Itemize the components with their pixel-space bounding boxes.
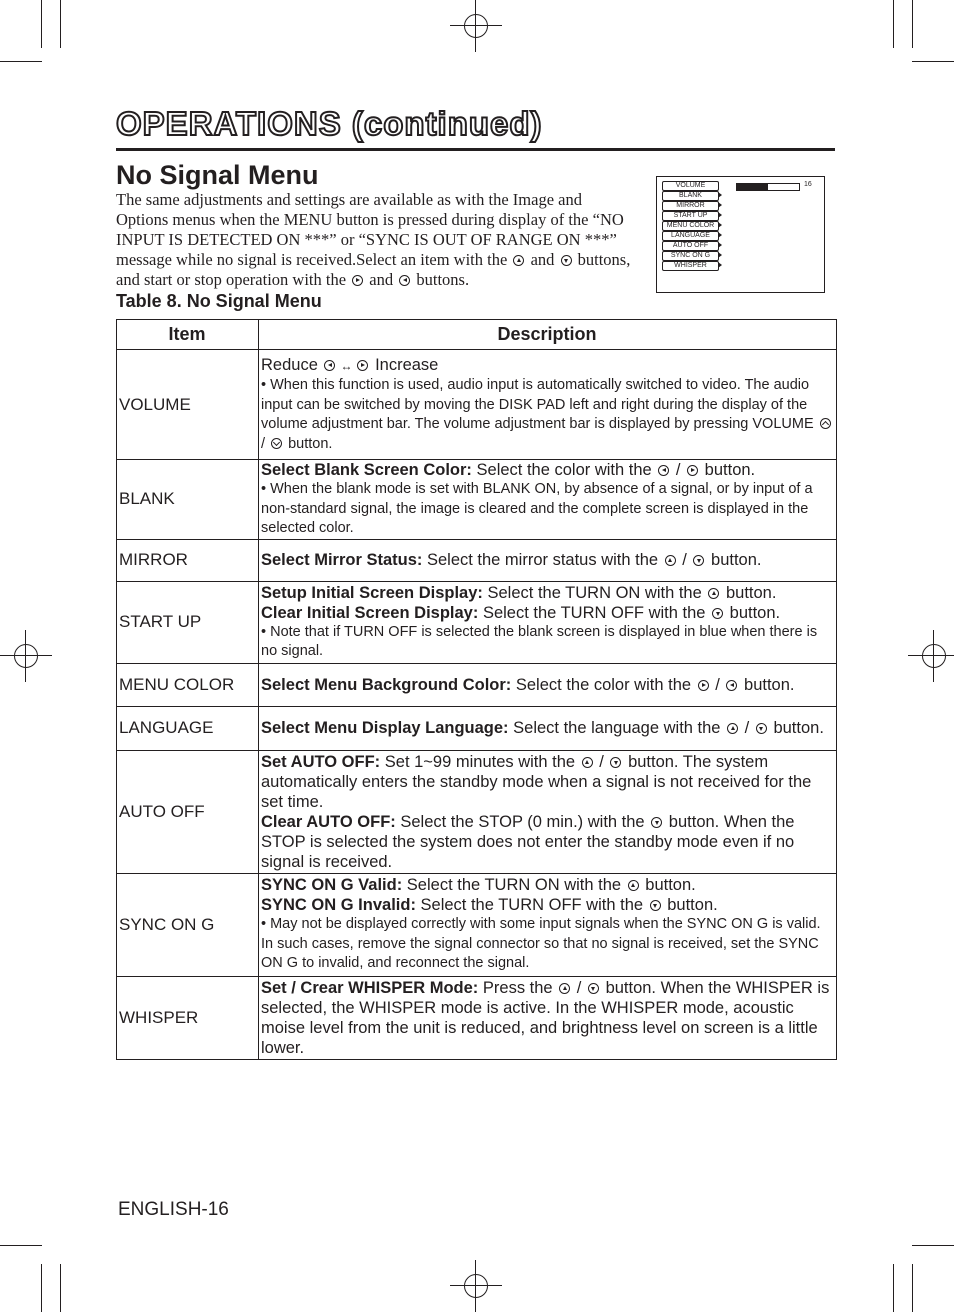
osd-item: MENU COLOR — [662, 221, 719, 231]
item-cell: VOLUME — [117, 350, 259, 460]
arrow-right-icon — [718, 232, 722, 238]
crop-mark — [41, 0, 42, 48]
down-button-icon — [651, 817, 662, 828]
up-button-icon — [628, 880, 639, 891]
no-signal-menu-table — [116, 319, 837, 1060]
left-button-icon — [726, 680, 737, 691]
item-cell: BLANK — [117, 460, 259, 540]
arrow-right-icon — [718, 222, 722, 228]
crop-mark — [912, 61, 954, 62]
down-button-icon — [610, 757, 621, 768]
column-header-description: Description — [259, 320, 837, 350]
table-row — [117, 350, 837, 460]
table-header-row — [117, 320, 837, 350]
column-header-item: Item — [117, 320, 259, 350]
item-cell: WHISPER — [117, 976, 259, 1059]
right-button-icon — [698, 680, 709, 691]
down-button-icon — [561, 255, 572, 266]
table-row — [117, 750, 837, 873]
item-cell: MENU COLOR — [117, 663, 259, 706]
arrow-right-icon — [718, 262, 722, 268]
item-cell: START UP — [117, 581, 259, 663]
table-row — [117, 976, 837, 1059]
description-cell: SYNC ON G Valid: Select the TURN ON with the button. SYNC ON G Invalid: Select the TURN OFF with the button. • May not be displayed correctly with some input signals when the SYNC ON G is valid. In such cases, remove the signal connector so that no signal is received, set the SYNC ON G to invalid, and reconnect the signal. — [259, 873, 837, 976]
crop-mark — [41, 1264, 42, 1312]
up-button-icon — [582, 757, 593, 768]
registration-mark-icon — [0, 630, 52, 682]
right-button-icon — [687, 465, 698, 476]
arrow-right-icon — [718, 242, 722, 248]
arrow-right-icon — [718, 252, 722, 258]
crop-mark — [912, 1245, 954, 1246]
osd-item: BLANK — [662, 191, 719, 201]
description-cell: Select Blank Screen Color: Select the color with the / button. • When the blank mode is set with BLANK ON, by absence of a signal, or by input of a non-standard signal, the image is cleared and the complete screen is displayed in the selected color. — [259, 460, 837, 540]
description-cell: Reduce ↔ Increase • When this function is used, audio input is automatically switched to video. The audio input can be switched by moving the DISK PAD left and right during the display of the volume adjustment bar. The volume adjustment bar is displayed by pressing VOLUME / button. — [259, 350, 837, 460]
osd-item: VOLUME — [662, 181, 719, 191]
osd-menu-illustration — [656, 176, 825, 293]
up-button-icon — [727, 723, 738, 734]
item-cell: LANGUAGE — [117, 706, 259, 750]
up-button-icon — [665, 555, 676, 566]
item-cell: SYNC ON G — [117, 873, 259, 976]
volume-bar — [736, 183, 800, 191]
page-number: ENGLISH-16 — [118, 1199, 229, 1220]
crop-mark — [0, 1245, 42, 1246]
osd-item: SYNC ON G — [662, 251, 719, 261]
left-button-icon — [658, 465, 669, 476]
description-cell: Set / Crear WHISPER Mode: Press the / button. When the WHISPER is selected, the WHISPER mode is active. In the WHISPER mode, acoustic moise level from the unit is reduced, and brightness level on screen is a little lower. — [259, 976, 837, 1059]
item-cell: MIRROR — [117, 539, 259, 581]
up-button-icon — [513, 255, 524, 266]
table-caption: Table 8. No Signal Menu — [116, 291, 322, 311]
table-row — [117, 706, 837, 750]
page-banner: OPERATIONS (continued) — [116, 105, 543, 142]
osd-item: WHISPER — [662, 261, 719, 271]
description-cell: Set AUTO OFF: Set 1~99 minutes with the / button. The system automatically enters the standby mode when a signal is not received for the set time. Clear AUTO OFF: Select the STOP (0 min.) with the button. When the STOP is selected the system does not enter the standby mode even if no signal is received. — [259, 750, 837, 873]
volume-up-button-icon — [820, 418, 831, 429]
volume-value: 16 — [804, 181, 812, 188]
left-button-icon — [399, 275, 410, 286]
arrow-right-icon — [718, 212, 722, 218]
osd-item: AUTO OFF — [662, 241, 719, 251]
volume-bar-fill — [737, 184, 768, 190]
table-row — [117, 581, 837, 663]
table-row — [117, 663, 837, 706]
crop-mark — [0, 61, 42, 62]
intro-paragraph: The same adjustments and settings are available as with the Image and Options menus when the MENU button is pressed during display of the “NO INPUT IS DETECTED ON ***” or “SYNC IS OUT OF RANGE ON ***” message while no signal is received.Select an item with the and buttons, and start or stop operation with the and buttons. — [116, 190, 631, 289]
osd-item: MIRROR — [662, 201, 719, 211]
crop-mark — [912, 0, 913, 48]
double-arrow-icon: ↔ — [340, 359, 353, 373]
registration-mark-icon — [450, 1260, 502, 1312]
description-cell: Select Menu Display Language: Select the language with the / button. — [259, 706, 837, 750]
arrow-right-icon — [718, 192, 722, 198]
registration-mark-icon — [450, 0, 502, 52]
table-row — [117, 873, 837, 976]
down-button-icon — [650, 900, 661, 911]
osd-item: LANGUAGE — [662, 231, 719, 241]
down-button-icon — [588, 983, 599, 994]
banner-rule — [116, 148, 835, 151]
description-cell: Select Menu Background Color: Select the color with the / button. — [259, 663, 837, 706]
crop-mark — [893, 0, 894, 48]
crop-mark — [893, 1264, 894, 1312]
description-cell: Setup Initial Screen Display: Select the TURN ON with the button. Clear Initial Screen Display: Select the TURN OFF with the button. • Note that if TURN OFF is selected the blank screen is displayed in blue when there is no signal. — [259, 581, 837, 663]
table-row — [117, 539, 837, 581]
item-cell: AUTO OFF — [117, 750, 259, 873]
down-button-icon — [756, 723, 767, 734]
up-button-icon — [559, 983, 570, 994]
description-cell: Select Mirror Status: Select the mirror status with the / button. — [259, 539, 837, 581]
left-button-icon — [324, 360, 335, 371]
volume-down-button-icon — [271, 438, 282, 449]
down-button-icon — [712, 608, 723, 619]
up-button-icon — [708, 588, 719, 599]
osd-item: START UP — [662, 211, 719, 221]
right-button-icon — [352, 275, 363, 286]
right-button-icon — [357, 360, 368, 371]
registration-mark-icon — [908, 630, 954, 682]
down-button-icon — [693, 555, 704, 566]
section-title: No Signal Menu — [116, 160, 319, 190]
crop-mark — [912, 1264, 913, 1312]
crop-mark — [60, 1264, 61, 1312]
crop-mark — [60, 0, 61, 48]
arrow-right-icon — [718, 202, 722, 208]
table-row — [117, 460, 837, 540]
